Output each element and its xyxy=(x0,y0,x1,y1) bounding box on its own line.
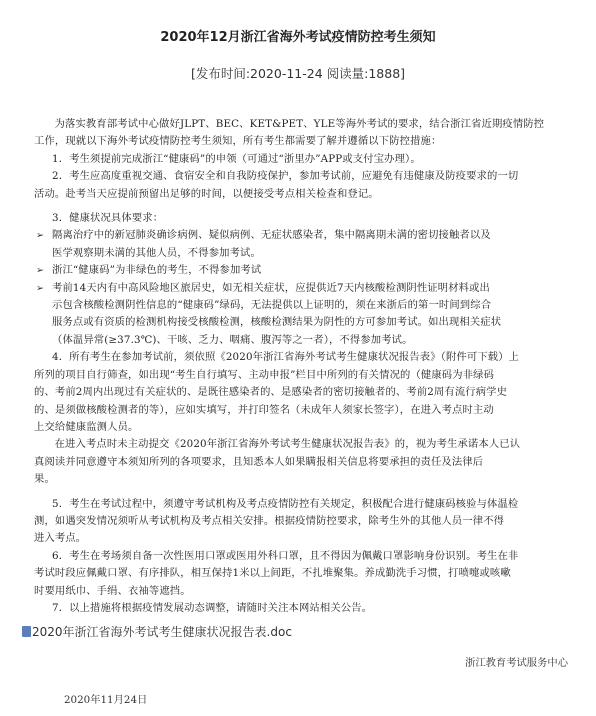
notice-body xyxy=(34,116,574,617)
bullet-1: ➢ 隔离治疗中的新冠肺炎确诊病例、疑似病例、无症状感染者，集中隔离期未满的密切接触者以及 xyxy=(34,227,574,244)
item-6-cont: 考试时段应佩戴口罩、有序排队，相互保持1米以上间距，不扎堆聚集。养成勤洗手习惯，打喷嚏或咳嗽 xyxy=(34,567,511,580)
item-6: 6．考生在考场须自备一次性医用口罩或医用外科口罩，且不得因为佩戴口罩影响身份识别。考生在非 xyxy=(52,549,519,562)
intro-line: 工作，现就以下海外考试疫情防控考生须知，所有考生都需要了解并遵循以下防控措施： xyxy=(34,135,442,148)
item-4-cont: 上交给健康监测人员。 xyxy=(34,420,139,433)
bullet-3-cont: 服务点或有资质的检测机构接受核酸检测，核酸检测结果为阴性的方可参加考试。如出现相关症状 xyxy=(52,316,502,329)
bullet-3: ➢ 考前14天内有中高风险地区旅居史，如无相关症状，应提供近7天内核酸检测阴性证明材料或出 xyxy=(34,280,574,297)
publish-info: [发布时间:2020-11-24 阅读量:1888] xyxy=(190,66,406,81)
attachment-name[interactable]: 2020年浙江省海外考试考生健康状况报告表.doc xyxy=(32,625,292,639)
item-2: 2．考生应高度重视交通、食宿安全和自我防疫保护，参加考试前，应避免有违健康及防疫要求的一切 xyxy=(52,170,519,183)
item-5-cont: 测，如遇突发情况须听从考试机构及考点相关安排。根据疫情防控要求，除考生外的其他人员一律不得 xyxy=(34,514,505,527)
item-4-cont: 的、考前2周内出现过有关症状的、是既往感染者的、是感染者的密切接触者的、考前2周有流行病学史 xyxy=(34,386,508,399)
item-5-cont: 进入考点。 xyxy=(34,532,87,545)
intro-line: 为落实教育部考试中心做好JLPT、BEC、KET&PET、YLE等海外考试的要求，结合浙江省近期疫情防控 xyxy=(54,118,545,130)
doc-file-icon xyxy=(22,626,31,637)
paragraph-commitment-cont: 果。 xyxy=(34,473,55,486)
item-1: 1．考生须提前完成浙江“健康码”的申领（可通过“浙里办”APP或支付宝办理）。 xyxy=(52,152,421,165)
item-6-cont: 时要用纸巾、手绢、衣袖等遮挡。 xyxy=(34,584,191,597)
item-3: 3．健康状况具体要求： xyxy=(52,212,164,225)
issuing-organization: 浙江教育考试服务中心 xyxy=(465,657,568,669)
item-4-cont: 的、是须做核酸检测者的等），应如实填写，并打印签名（未成年人须家长签字），在进入考点时主动 xyxy=(34,403,494,416)
paragraph-commitment: 在进入考点时未主动提交《2020年浙江省海外考试考生健康状况报告表》的，视为考生承诺本人已认 xyxy=(54,438,521,451)
item-4: 4．所有考生在参加考试前，须依照《2020年浙江省海外考试考生健康状况报告表》（附件可下载）上 xyxy=(52,351,520,364)
item-5: 5．考生在考试过程中，须遵守考试机构及考点疫情防控有关规定，积极配合进行健康码核验与体温检 xyxy=(52,497,519,510)
attachment-link[interactable] xyxy=(22,623,292,640)
item-7: 7．以上措施将根据疫情发展动态调整，请随时关注本网站相关公告。 xyxy=(52,601,373,614)
paragraph-commitment-cont: 真阅读并同意遵守本须知所列的各项要求，且知悉本人如果瞒报相关信息将要承担的责任及法律后 xyxy=(34,455,484,468)
bullet-3-cont: 示包含核酸检测阴性信息的“健康码”绿码，无法提供以上证明的，须在来浙后的第一时间到综合 xyxy=(52,299,492,312)
item-2-cont: 活动。赴考当天应提前预留出足够的时间，以便接受考点相关检查和登记。 xyxy=(34,187,379,200)
issue-date: 2020年11月24日 xyxy=(64,694,148,706)
bullet-3-cont: （体温异常(≥37.3℃)、干咳、乏力、咽痛、腹泻等之一者），不得参加考试。 xyxy=(52,333,413,346)
item-4-cont: 所列的项目自行筛查，如出现“考生自行填写、主动申报”栏目中所列的有关情况的（健康码为非绿码 xyxy=(34,368,495,381)
bullet-1-cont: 医学观察期未满的其他人员，不得参加考试。 xyxy=(52,246,261,259)
page-title: 2020年12月浙江省海外考试疫情防控考生须知 xyxy=(160,30,436,45)
bullet-2: ➢ 浙江“健康码”为非绿色的考生，不得参加考试 xyxy=(34,262,574,279)
